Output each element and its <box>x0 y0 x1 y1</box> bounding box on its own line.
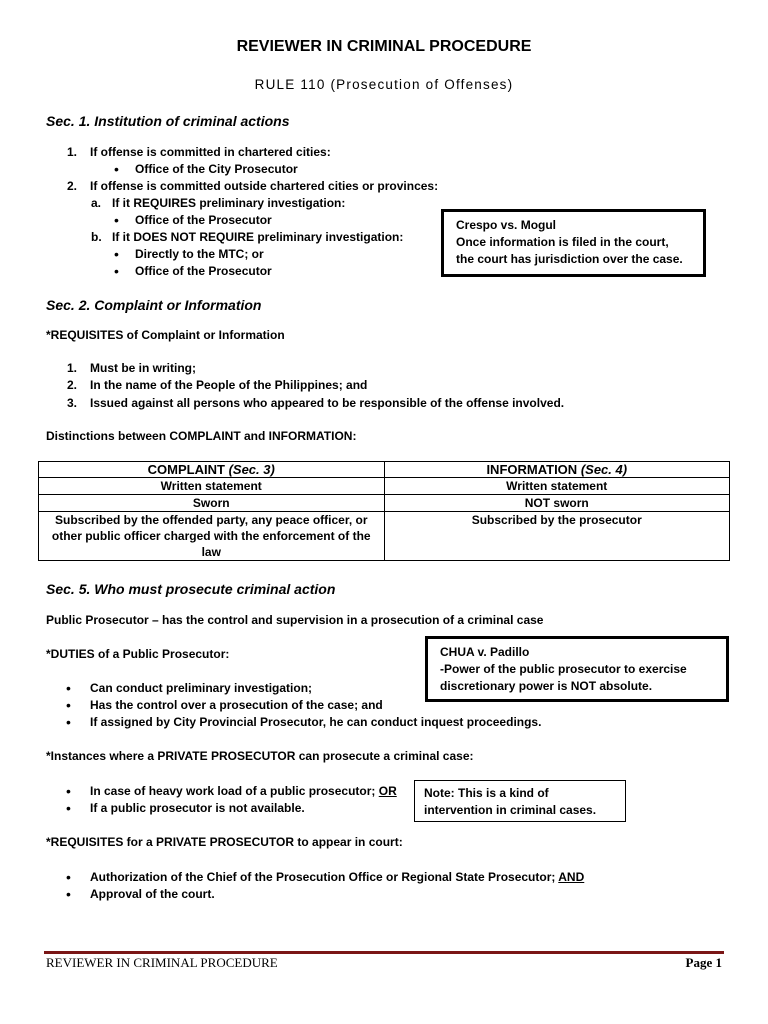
bullet-icon: • <box>66 869 71 885</box>
bullet-icon: • <box>66 783 71 799</box>
sec1-num2: 2. <box>67 179 78 193</box>
sec1-item2b: If it DOES NOT REQUIRE preliminary investigation: <box>112 230 404 244</box>
table-cell: Written statement <box>39 478 385 495</box>
bullet-icon: • <box>66 680 71 696</box>
chua-case-name: CHUA v. Padillo <box>440 645 530 659</box>
bullet-icon: • <box>114 161 119 177</box>
req-num: 3. <box>67 396 78 410</box>
sec2-requisites-label: *REQUISITES of Complaint or Information <box>46 328 285 342</box>
sec1-num1: 1. <box>67 145 78 159</box>
table-row <box>39 478 730 495</box>
sec1-item2a: If it REQUIRES preliminary investigation: <box>112 196 346 210</box>
bullet-icon: • <box>114 263 119 279</box>
document-title: REVIEWER IN CRIMINAL PROCEDURE <box>236 38 532 55</box>
complaint-ref: (Sec. 3) <box>228 462 275 477</box>
instance-item-1 <box>90 783 397 800</box>
public-prosecutor-definition: Public Prosecutor – has the control and supervision in a prosecution of a criminal case <box>46 613 544 627</box>
table-cell: Written statement <box>384 478 730 495</box>
table-row <box>39 495 730 512</box>
bullet-icon: • <box>66 886 71 902</box>
table-cell: Subscribed by the offended party, any peace officer, or other public officer charged with the enforcement of the law <box>39 512 385 561</box>
table-row <box>39 512 730 561</box>
sec5-heading: Sec. 5. Who must prosecute criminal action <box>46 581 336 597</box>
table-header-information <box>384 462 730 478</box>
note-line2: intervention in criminal cases. <box>424 803 597 817</box>
information-ref: (Sec. 4) <box>580 462 628 477</box>
sec2-heading: Sec. 2. Complaint or Information <box>46 297 262 313</box>
req-num: 2. <box>67 378 78 392</box>
intervention-note-box <box>414 780 626 822</box>
table-cell: NOT sworn <box>384 495 730 512</box>
table-cell: Sworn <box>39 495 385 512</box>
note-line1: Note: This is a kind of <box>424 786 549 800</box>
req-private-1-and: AND <box>558 870 585 884</box>
req-item: In the name of the People of the Philippines; and <box>90 378 368 392</box>
table-header-row <box>39 462 730 478</box>
req-private-1-text: Authorization of the Chief of the Prosecution Office or Regional State Prosecutor; <box>90 870 559 884</box>
footer-rule <box>44 951 724 954</box>
sec1-item2a-bullet: Office of the Prosecutor <box>135 213 272 227</box>
sec1-item2b-bullet1: Directly to the MTC; or <box>135 247 264 261</box>
page-number: Page 1 <box>685 955 722 970</box>
req-private-item-2: Approval of the court. <box>90 887 215 901</box>
sec1-item2: If offense is committed outside chartered cities or provinces: <box>90 179 439 193</box>
chua-line2: -Power of the public prosecutor to exercise <box>440 662 687 676</box>
crespo-note-box <box>441 209 706 277</box>
chua-note-box <box>425 636 729 702</box>
bullet-icon: • <box>66 714 71 730</box>
crespo-case-name: Crespo vs. Mogul <box>456 218 557 232</box>
sec1-letter-b: b. <box>91 230 102 244</box>
sec1-letter-a: a. <box>91 196 102 210</box>
sec1-item1-bullet: Office of the City Prosecutor <box>135 162 298 176</box>
bullet-icon: • <box>66 800 71 816</box>
duty-item: If assigned by City Provincial Prosecutor, he can conduct inquest proceedings. <box>90 715 542 729</box>
table-header-complaint <box>39 462 385 478</box>
req-item: Issued against all persons who appeared to be responsible of the offense involved. <box>90 396 565 410</box>
complaint-title: COMPLAINT <box>147 462 225 477</box>
instance-1-text: In case of heavy work load of a public prosecutor; <box>90 784 379 798</box>
distinctions-table <box>38 461 730 561</box>
requisites-private-label: *REQUISITES for a PRIVATE PROSECUTOR to appear in court: <box>46 835 403 849</box>
crespo-line3: the court has jurisdiction over the case. <box>456 252 683 266</box>
bullet-icon: • <box>114 246 119 262</box>
table-cell: Subscribed by the prosecutor <box>384 512 730 561</box>
instances-label: *Instances where a PRIVATE PROSECUTOR can prosecute a criminal case: <box>46 749 474 763</box>
sec1-heading: Sec. 1. Institution of criminal actions <box>46 113 290 129</box>
footer-title: REVIEWER IN CRIMINAL PROCEDURE <box>46 955 278 970</box>
bullet-icon: • <box>114 212 119 228</box>
rule-heading: RULE 110 (Prosecution of Offenses) <box>254 77 514 92</box>
req-item: Must be in writing; <box>90 361 196 375</box>
duty-item: Has the control over a prosecution of the case; and <box>90 698 383 712</box>
information-title: INFORMATION <box>486 462 578 477</box>
chua-line3: discretionary power is NOT absolute. <box>440 679 653 693</box>
sec1-item1: If offense is committed in chartered cities: <box>90 145 331 159</box>
bullet-icon: • <box>66 697 71 713</box>
distinctions-label: Distinctions between COMPLAINT and INFORMATION: <box>46 429 357 443</box>
duties-label: *DUTIES of a Public Prosecutor: <box>46 647 230 661</box>
req-private-item-1 <box>90 869 584 886</box>
req-num: 1. <box>67 361 78 375</box>
crespo-line2: Once information is filed in the court, <box>456 235 669 249</box>
instance-1-or: OR <box>378 784 397 798</box>
duty-item: Can conduct preliminary investigation; <box>90 681 313 695</box>
sec1-item2b-bullet2: Office of the Prosecutor <box>135 264 272 278</box>
instance-item-2: If a public prosecutor is not available. <box>90 801 305 815</box>
